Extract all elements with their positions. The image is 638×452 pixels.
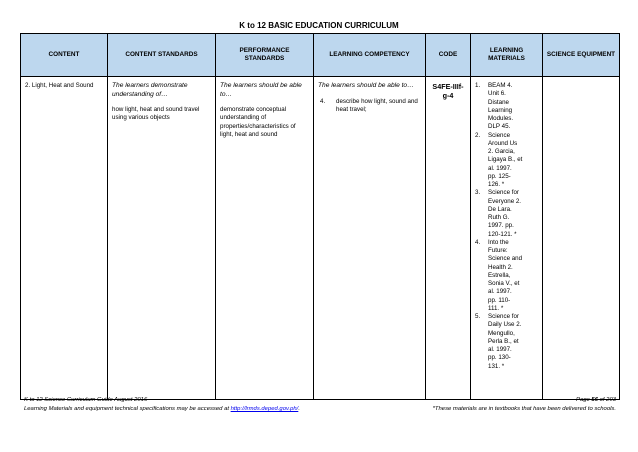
lrmds-link[interactable]: http://lrmds.deped.gov.ph/ [230, 406, 299, 412]
material-number: 4. [475, 238, 481, 246]
page-total: of 203 [597, 397, 616, 403]
learning-materials-cell [471, 77, 543, 400]
code-text: S4FE-IIIf-g-4 [432, 82, 464, 101]
material-text: Science Around Us 2. Garcia, Ligaya B., et al. 1997. pp. 125- 126. * [488, 131, 523, 188]
science-equipment-cell [543, 77, 620, 400]
access-end: . [298, 406, 300, 412]
guide-title: K to 12 Science Curriculum Guide August 2016 [24, 397, 148, 403]
content-standards-intro: The learners demonstrate understanding of… [112, 82, 188, 98]
material-number: 1. [475, 82, 481, 89]
document-title: K to 12 BASIC EDUCATION CURRICULUM [239, 21, 399, 30]
material-number: 5. [475, 313, 481, 320]
access-note [24, 406, 300, 412]
performance-standards-cell [216, 77, 314, 400]
list-item [475, 239, 538, 313]
header-content-standards: CONTENT STANDARDS [108, 34, 216, 77]
content-standards-cell [108, 77, 216, 400]
header-learning-competency: LEARNING COMPETENCY [314, 34, 426, 77]
performance-standards-text: demonstrate conceptual understanding of properties/characteristics of light, heat and sound [220, 106, 296, 138]
curriculum-table [20, 33, 620, 400]
header-performance-standards: PERFORMANCE STANDARDS [216, 34, 314, 77]
material-number: 2. [475, 131, 481, 139]
materials-list [475, 82, 538, 371]
content-text: 2. Light, Heat and Sound [25, 82, 94, 89]
competency-intro: The learners should be able to… [318, 82, 414, 89]
list-item [475, 189, 538, 239]
textbook-note: *These materials are in textbooks that have been delivered to schools. [432, 406, 616, 412]
code-cell [426, 77, 471, 400]
page-number [576, 397, 616, 403]
header-learning-materials: LEARNING MATERIALS [471, 34, 543, 77]
page-current: 56 [591, 397, 598, 403]
competency-list [318, 98, 421, 115]
list-item [475, 313, 538, 371]
table-row [21, 77, 620, 400]
header-code: CODE [426, 34, 471, 77]
access-text: Learning Materials and equipment technical specifications may be accessed at [24, 406, 231, 412]
competency-text: describe how light, sound and heat travel; [336, 97, 418, 113]
performance-standards-intro: The learners should be able to… [220, 82, 302, 98]
material-number: 3. [475, 189, 481, 197]
header-science-equipment: SCIENCE EQUIPMENT [543, 34, 620, 77]
competency-number: 4. [320, 97, 326, 105]
learning-competency-cell [314, 77, 426, 400]
list-item [475, 82, 538, 132]
material-text: Science for Daily Use 2. Mengullo, Perla B., et al. 1997. pp. 130- 131. * [488, 313, 522, 370]
content-cell [21, 77, 108, 400]
material-text: BEAM 4. Unit 6. Distane Learning Modules. DLP 45. [488, 82, 514, 131]
material-text: Science for Everyone 2. De Lara. Ruth G. 1997. pp. 120-121. * [488, 189, 522, 238]
header-content: CONTENT [21, 34, 108, 77]
list-item [318, 98, 421, 115]
material-text: Into the Future: Science and Health 2. Estrella, Sonia V., et al. 1997. pp. 110- 111. * [488, 238, 523, 312]
list-item [475, 132, 538, 190]
page-prefix: Page [576, 397, 592, 403]
table-header-row [21, 34, 620, 77]
content-standards-text: how light, heat and sound travel using various objects [112, 106, 200, 122]
